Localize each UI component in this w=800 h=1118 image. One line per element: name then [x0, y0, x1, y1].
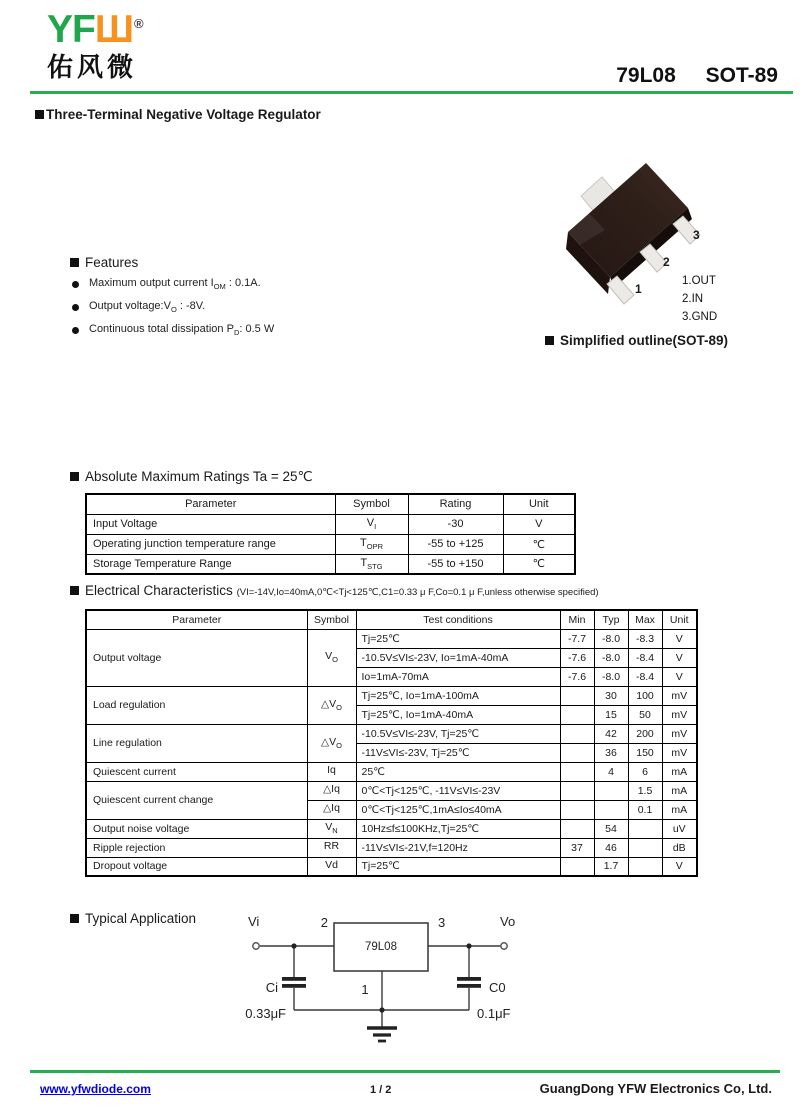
symbol-cell: Vd — [307, 857, 356, 876]
min-cell — [560, 819, 594, 838]
typ-cell — [594, 800, 628, 819]
min-cell — [560, 800, 594, 819]
typ-cell: 46 — [594, 838, 628, 857]
min-cell — [560, 705, 594, 724]
bullet-icon — [72, 281, 79, 288]
column-header: Parameter — [86, 610, 307, 629]
parameter-cell: Line regulation — [86, 724, 307, 762]
junction-dot — [291, 943, 296, 948]
pin-1-label: 1 — [635, 282, 642, 296]
condition-cell: -11V≤VI≤-21V,f=120Hz — [356, 838, 560, 857]
parameter-cell: Storage Temperature Range — [86, 554, 335, 574]
parameter-cell: Quiescent current — [86, 762, 307, 781]
symbol-cell: $V_O$ — [307, 629, 356, 686]
condition-cell: Io=1mA-70mA — [356, 667, 560, 686]
vin-label: Vi — [248, 914, 260, 929]
typ-cell: -8.0 — [594, 648, 628, 667]
unit-cell: uV — [662, 819, 697, 838]
max-cell: -8.4 — [628, 667, 662, 686]
output-capacitor — [457, 977, 481, 988]
symbol-cell: Iq — [307, 762, 356, 781]
bullet-icon — [72, 304, 79, 311]
vout-label: Vo — [500, 914, 516, 929]
parameter-cell: Quiescent current change — [86, 781, 307, 819]
section-marker-icon — [70, 914, 79, 923]
min-cell: -7.6 — [560, 648, 594, 667]
min-cell: 37 — [560, 838, 594, 857]
co-value: 0.1μF — [477, 1006, 511, 1021]
abs-max-heading — [70, 469, 313, 485]
registered-trademark-icon: ® — [134, 16, 143, 31]
condition-cell: 0℃<Tj<125℃, -11V≤VI≤-23V — [356, 781, 560, 800]
table-row — [86, 781, 697, 800]
symbol-cell: $V_N$ — [307, 819, 356, 838]
parameter-cell: Dropout voltage — [86, 857, 307, 876]
unit-cell: V — [662, 629, 697, 648]
symbol-cell: △Iq — [307, 800, 356, 819]
table-row — [86, 686, 697, 705]
unit-cell: mV — [662, 686, 697, 705]
website-link[interactable]: www.yfwdiode.com — [40, 1082, 151, 1096]
max-cell — [628, 819, 662, 838]
table-row — [86, 762, 697, 781]
brand-logo-chinese: 佑风微 — [47, 52, 138, 82]
max-cell: 6 — [628, 762, 662, 781]
logo-w-glyph: Ш — [94, 8, 134, 51]
condition-cell: -10.5V≤VI≤-23V, Tj=25℃ — [356, 724, 560, 743]
column-header: Test conditions — [356, 610, 560, 629]
typ-cell: 42 — [594, 724, 628, 743]
typ-cell: 1.7 — [594, 857, 628, 876]
parameter-cell: Output voltage — [86, 629, 307, 686]
output-terminal — [501, 943, 507, 949]
pin-2-label: 2 — [663, 255, 670, 269]
typ-cell: -8.0 — [594, 667, 628, 686]
symbol-cell: $T_{OPR}$ — [335, 534, 408, 554]
feature-item — [72, 300, 205, 314]
co-label: C0 — [489, 980, 506, 995]
application-heading — [70, 911, 196, 926]
unit-cell: mA — [662, 781, 697, 800]
regulator-label: 79L08 — [365, 941, 397, 953]
input-terminal — [253, 943, 259, 949]
brand-logo — [47, 10, 143, 49]
table-header-row — [86, 610, 697, 629]
unit-cell: mV — [662, 705, 697, 724]
section-marker-icon — [35, 110, 44, 119]
table-row — [86, 514, 575, 534]
table-row — [86, 857, 697, 876]
condition-cell: 0℃<Tj<125℃,1mA≤Io≤40mA — [356, 800, 560, 819]
unit-cell: dB — [662, 838, 697, 857]
typ-cell: -8.0 — [594, 629, 628, 648]
pin-legend-gnd: 3.GND — [682, 311, 718, 323]
condition-cell: Tj=25℃, Io=1mA-40mA — [356, 705, 560, 724]
logo-yf-text: YF — [47, 8, 95, 51]
pin3-label: 3 — [438, 915, 446, 930]
max-cell: 200 — [628, 724, 662, 743]
max-cell: 0.1 — [628, 800, 662, 819]
typ-cell — [594, 781, 628, 800]
typ-cell: 4 — [594, 762, 628, 781]
typ-cell: 36 — [594, 743, 628, 762]
footer-divider — [30, 1070, 780, 1073]
rating-cell: -55 to +150 — [408, 554, 503, 574]
table-row — [86, 819, 697, 838]
feature-text: Output $voltage:V_O$ : -8V. — [89, 300, 206, 315]
min-cell — [560, 857, 594, 876]
unit-cell: V — [662, 857, 697, 876]
min-cell — [560, 781, 594, 800]
features-heading — [70, 255, 138, 270]
pin2-label: 2 — [320, 915, 328, 930]
condition-cell: -10.5V≤VI≤-23V, Io=1mA-40mA — [356, 648, 560, 667]
unit-cell: mA — [662, 762, 697, 781]
typ-cell: 54 — [594, 819, 628, 838]
symbol-cell: $T_{STG}$ — [335, 554, 408, 574]
package-outline-figure — [545, 140, 795, 355]
parameter-cell: Input Voltage — [86, 514, 335, 534]
unit-cell: V — [662, 667, 697, 686]
application-heading-text: Typical Application — [85, 911, 197, 926]
min-cell — [560, 762, 594, 781]
elec-table — [85, 609, 698, 877]
section-marker-icon — [70, 586, 79, 595]
application-schematic — [240, 908, 780, 1060]
table-row — [86, 629, 697, 648]
max-cell — [628, 857, 662, 876]
column-header: Unit — [662, 610, 697, 629]
junction-dot — [466, 943, 471, 948]
condition-cell: 25℃ — [356, 762, 560, 781]
condition-cell: 10Hz≤f≤100KHz,Tj=25℃ — [356, 819, 560, 838]
table-row — [86, 838, 697, 857]
column-header: Symbol — [307, 610, 356, 629]
elec-heading-text: Electrical Characteristics — [85, 583, 233, 598]
elec-conditions-note: (VI=-14V,Io=40mA,0℃<Tj<125℃,C1=0.33 μ F,Co=0.1 μ F,unless otherwise specified) — [236, 587, 599, 598]
features-heading-text: Features — [85, 255, 139, 270]
feature-item — [72, 323, 274, 337]
symbol-cell: $V_I$ — [335, 514, 408, 534]
abs-max-table — [85, 493, 576, 575]
min-cell — [560, 743, 594, 762]
feature-text: Maximum output current $I_{OM}$ : 0.1A. — [89, 277, 261, 292]
min-cell: -7.6 — [560, 667, 594, 686]
parameter-cell: Load regulation — [86, 686, 307, 724]
table-row — [86, 724, 697, 743]
parameter-cell: Ripple rejection — [86, 838, 307, 857]
section-marker-icon — [70, 258, 79, 267]
symbol-cell: $\triangle V_O$ — [307, 724, 356, 762]
abs-max-heading-text: Absolute Maximum Ratings Ta = 25℃ — [85, 469, 313, 484]
pin-legend — [682, 272, 717, 326]
typ-cell: 15 — [594, 705, 628, 724]
unit-cell: ℃ — [503, 534, 575, 554]
column-header: Unit — [503, 494, 575, 514]
max-cell: 50 — [628, 705, 662, 724]
outline-caption-text: Simplified outline(SOT-89) — [560, 333, 729, 348]
page-title — [35, 107, 321, 122]
symbol-cell: △Iq — [307, 781, 356, 800]
package-name: SOT-89 — [705, 64, 778, 87]
outline-caption — [545, 333, 728, 348]
bullet-icon — [72, 327, 79, 334]
condition-cell: -11V≤VI≤-23V, Tj=25℃ — [356, 743, 560, 762]
pin-3-label: 3 — [693, 228, 700, 242]
column-header: Parameter — [86, 494, 335, 514]
parameter-cell: Output noise voltage — [86, 819, 307, 838]
min-cell — [560, 686, 594, 705]
unit-cell: mV — [662, 743, 697, 762]
unit-cell: mA — [662, 800, 697, 819]
document-part-header — [616, 64, 778, 88]
rating-cell: -30 — [408, 514, 503, 534]
header-divider — [30, 91, 793, 94]
column-header: Max — [628, 610, 662, 629]
symbol-cell: RR — [307, 838, 356, 857]
page-title-text: Three-Terminal Negative Voltage Regulator — [46, 107, 321, 122]
pin1-label: 1 — [361, 982, 369, 997]
ci-value: 0.33μF — [245, 1006, 286, 1021]
table-header-row — [86, 494, 575, 514]
min-cell: -7.7 — [560, 629, 594, 648]
unit-cell: V — [662, 648, 697, 667]
company-name: GuangDong YFW Electronics Co, Ltd. — [539, 1081, 772, 1096]
ground-icon — [367, 1028, 397, 1041]
column-header: Rating — [408, 494, 503, 514]
feature-item — [72, 277, 261, 291]
input-capacitor — [282, 977, 306, 988]
unit-cell: ℃ — [503, 554, 575, 574]
table-row — [86, 534, 575, 554]
unit-cell: V — [503, 514, 575, 534]
table-row — [86, 554, 575, 574]
max-cell: -8.3 — [628, 629, 662, 648]
feature-text: Continuous total dissipation $P_D$: 0.5 W — [89, 323, 275, 338]
section-marker-icon — [545, 336, 554, 345]
typ-cell: 30 — [594, 686, 628, 705]
column-header: Symbol — [335, 494, 408, 514]
package-pin-1 — [607, 276, 634, 304]
page-number: 1 / 2 — [370, 1084, 392, 1096]
junction-dot — [379, 1007, 384, 1012]
section-marker-icon — [70, 472, 79, 481]
condition-cell: Tj=25℃ — [356, 629, 560, 648]
max-cell: 150 — [628, 743, 662, 762]
symbol-cell: $\triangle V_O$ — [307, 686, 356, 724]
condition-cell: Tj=25℃ — [356, 857, 560, 876]
parameter-cell: Operating junction temperature range — [86, 534, 335, 554]
column-header: Min — [560, 610, 594, 629]
pin-legend-in: 2.IN — [682, 293, 704, 305]
part-number: 79L08 — [616, 64, 676, 87]
max-cell: 1.5 — [628, 781, 662, 800]
pin-legend-out: 1.OUT — [682, 275, 716, 287]
max-cell: 100 — [628, 686, 662, 705]
condition-cell: Tj=25℃, Io=1mA-100mA — [356, 686, 560, 705]
max-cell: -8.4 — [628, 648, 662, 667]
unit-cell: mV — [662, 724, 697, 743]
rating-cell: -55 to +125 — [408, 534, 503, 554]
max-cell — [628, 838, 662, 857]
min-cell — [560, 724, 594, 743]
elec-heading — [70, 583, 599, 598]
ci-label: Ci — [265, 980, 278, 995]
column-header: Typ — [594, 610, 628, 629]
